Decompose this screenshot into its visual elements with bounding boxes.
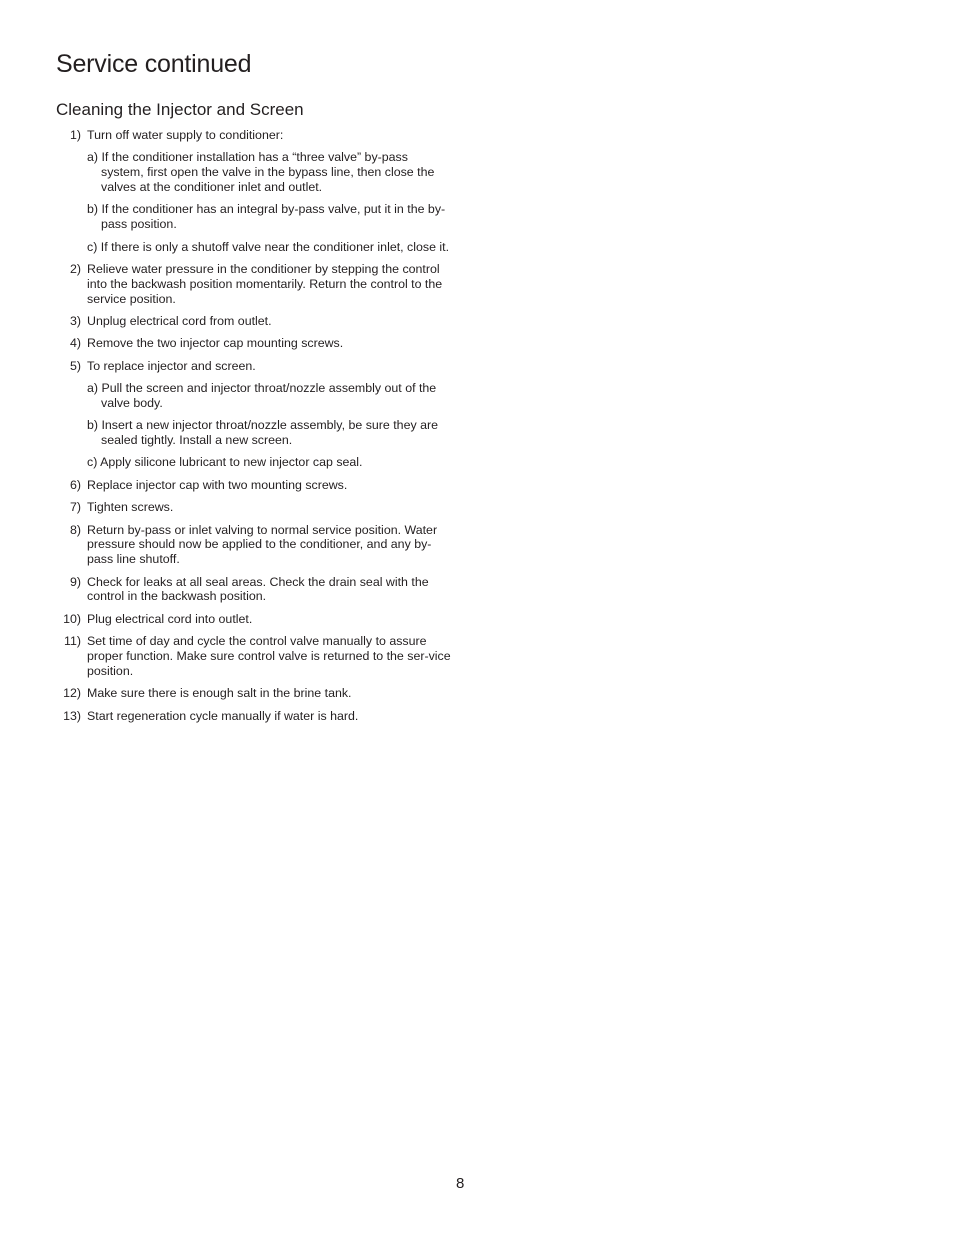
step-text: Set time of day and cycle the control valve manually to assure proper function. Make sure control valve is returned to the ser-vice position.	[87, 634, 451, 678]
step-5	[56, 359, 452, 471]
step-text: Make sure there is enough salt in the brine tank.	[87, 686, 352, 701]
step-body	[81, 359, 452, 471]
step-6	[56, 478, 452, 493]
step-text: To replace injector and screen.	[87, 358, 256, 373]
page-title: Service continued	[56, 50, 252, 78]
step-number: 1)	[69, 128, 81, 142]
step-text: Tighten screws.	[87, 500, 174, 515]
step-text: Plug electrical cord into outlet.	[87, 611, 253, 626]
substep-a: a) Pull the screen and injector throat/nozzle assembly out of the valve body.	[87, 381, 437, 410]
step-body	[81, 128, 452, 254]
substeps	[87, 381, 452, 470]
substep-a: a) If the conditioner installation has a “three valve” by-pass system, first open the valve in the bypass line, then close the valves at the conditioner inlet and outlet.	[87, 150, 435, 194]
substep-b: b) Insert a new injector throat/nozzle assembly, be sure they are sealed tightly. Install a new screen.	[87, 418, 439, 448]
step-text: Relieve water pressure in the conditioner by stepping the control into the backwash position momentarily. Return the control to the service position.	[87, 261, 443, 306]
step-12	[56, 686, 452, 701]
substep-b: b) If the conditioner has an integral by-pass valve, put it in the by-pass position.	[87, 202, 446, 232]
step-number: 7)	[69, 500, 81, 515]
step-text: Start regeneration cycle manually if water is hard.	[87, 708, 359, 723]
step-number: 2)	[69, 261, 81, 276]
step-number: 4)	[69, 336, 81, 351]
step-13	[56, 709, 452, 724]
step-text: Check for leaks at all seal areas. Check the drain seal with the control in the backwash position.	[87, 574, 429, 604]
section-title: Cleaning the Injector and Screen	[56, 100, 304, 119]
step-9	[56, 575, 452, 605]
step-number: 9)	[69, 574, 81, 589]
step-4	[56, 336, 452, 351]
substep-c: c) If there is only a shutoff valve near the conditioner inlet, close it.	[87, 239, 450, 254]
step-text: Return by-pass or inlet valving to normal service position. Water pressure should now be applied to the conditioner, and any by-pass line shutoff.	[87, 522, 438, 567]
step-text: Remove the two injector cap mounting screws.	[87, 336, 344, 351]
step-7	[56, 500, 452, 515]
step-11	[56, 634, 452, 678]
step-number: 12)	[63, 686, 81, 701]
step-number: 10)	[63, 611, 81, 626]
step-8	[56, 523, 452, 567]
step-number: 3)	[69, 313, 81, 328]
step-number: 13)	[63, 708, 81, 723]
step-number: 11)	[64, 634, 81, 649]
step-1	[56, 128, 452, 254]
steps-list	[56, 128, 452, 731]
step-2	[56, 262, 452, 306]
page-number: 8	[456, 1175, 465, 1192]
step-text: Unplug electrical cord from outlet.	[87, 313, 272, 328]
step-10	[56, 612, 452, 627]
step-number: 5)	[69, 358, 81, 373]
step-text: Replace injector cap with two mounting screws.	[87, 477, 348, 492]
step-text: Turn off water supply to conditioner:	[87, 128, 284, 142]
substeps	[87, 150, 452, 254]
substep-c: c) Apply silicone lubricant to new injector cap seal.	[87, 455, 363, 470]
step-number: 8)	[69, 522, 81, 537]
step-3	[56, 314, 452, 329]
step-number: 6)	[69, 477, 81, 492]
